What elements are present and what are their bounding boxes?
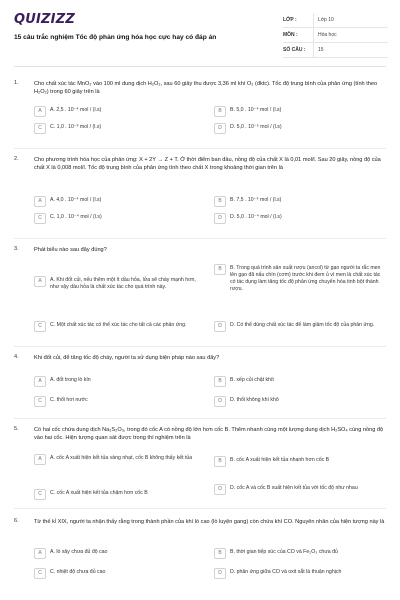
option-d[interactable] — [214, 213, 386, 224]
option-b[interactable] — [214, 376, 386, 387]
option-text: A. lò xây chưa đủ độ cao — [50, 549, 108, 555]
question-divider — [14, 238, 386, 239]
option-c[interactable] — [34, 396, 206, 407]
option-letter: C — [34, 213, 46, 224]
option-text: B. 7,5 . 10⁻⁴ mol / (l.s) — [230, 197, 282, 203]
option-letter: C — [34, 123, 46, 134]
option-b[interactable] — [214, 106, 386, 117]
option-letter: C — [34, 568, 46, 579]
question-number: 4. — [14, 354, 19, 360]
meta-value: 15 — [313, 43, 388, 57]
option-letter: D — [214, 484, 226, 495]
option-text: C. 1,0 . 10⁻⁴ mol / (l.s) — [50, 214, 102, 220]
meta-row-count — [283, 43, 388, 58]
option-text: B. cốc A xuất hiện kết tủa nhanh hơn cốc B — [230, 457, 330, 463]
option-letter: A — [34, 548, 46, 559]
meta-row-class — [283, 13, 388, 28]
option-letter: A — [34, 454, 46, 465]
meta-value: Hóa học — [313, 28, 388, 42]
worksheet-meta — [283, 13, 388, 58]
option-text: D. thổi không khí khô — [230, 397, 279, 403]
option-text: C. cốc A xuất hiện kết tủa chậm hơn cốc B — [50, 490, 148, 496]
option-d[interactable] — [214, 321, 386, 332]
question-text: Khi đốt củi, để tăng tốc độ cháy, người ta sử dụng biện pháp nào sau đây? — [34, 355, 220, 361]
option-c[interactable] — [34, 123, 206, 134]
option-letter: D — [214, 213, 226, 224]
option-a[interactable] — [34, 106, 206, 117]
option-c[interactable] — [34, 213, 206, 224]
option-d[interactable] — [214, 484, 386, 495]
option-b[interactable] — [214, 548, 386, 559]
option-text: D. 5,0 . 10⁻⁴ mol / (l.s) — [230, 214, 282, 220]
question-number: 6. — [14, 518, 19, 524]
option-d[interactable] — [214, 396, 386, 407]
option-c[interactable] — [34, 568, 206, 579]
option-text: B. thời gian tiếp xúc của CO và Fe₂O₃ chưa đủ — [230, 549, 338, 555]
option-c[interactable] — [34, 489, 206, 500]
worksheet-title: 15 câu trắc nghiệm Tốc độ phản ứng hóa học cực hay có đáp án — [14, 34, 217, 41]
option-a[interactable] — [34, 196, 206, 207]
option-letter: D — [214, 396, 226, 407]
question-text: Cho phương trình hóa học của phản ứng: X + 2Y → Z + T. Ở thời điểm ban đầu, nồng độ của chất X là 0,01 mol/l. Sau 20 giây, nồng độ của chất X là 0,008 mol/l. Tốc độ trung bình của phản ứng tính theo chất X trong khoảng thời gian trên là — [34, 157, 381, 171]
option-text: B. 5,0 . 10⁻⁴ mol / (l.s) — [230, 107, 282, 113]
option-text: B. Trong quá trình sản xuất rượu (ancol) từ gạo người ta rắc men lên gạo đã nấu chín (cơm) trước khi đem ủ vì men là chất xúc tác có tác dụng làm tăng tốc độ phản ứng chuyển hóa tinh bột thành rượu. — [230, 265, 381, 292]
question-text: Có hai cốc chứa dung dịch Na₂S₂O₃, trong đó cốc A có nồng độ lớn hơn cốc B. Thêm nhanh cùng một lượng dung dịch H₂SO₄ cùng nồng độ vào hai cốc. Hiện tượng quan sát được trong thí nghiệm trên là — [34, 427, 384, 441]
option-letter: D — [214, 321, 226, 332]
option-text: D. Có thể dùng chất xúc tác để làm giảm tốc độ của phản ứng. — [230, 322, 375, 328]
option-letter: C — [34, 321, 46, 332]
option-text: A. đốt trong lò kín — [50, 377, 91, 383]
meta-key: MÔN : — [283, 32, 298, 38]
option-text: D. 5,0 . 10⁻⁵ mol / (l.s) — [230, 124, 282, 130]
question-1 — [14, 80, 386, 131]
question-6 — [14, 518, 386, 576]
question-4 — [14, 354, 386, 404]
option-c[interactable] — [34, 321, 206, 332]
question-3 — [14, 246, 386, 329]
option-a[interactable] — [34, 548, 206, 559]
meta-key: LỚP : — [283, 17, 297, 23]
option-text: C. thổi hơi nước — [50, 397, 88, 403]
option-b[interactable] — [214, 456, 386, 467]
option-text: A. Khi đốt củi, nếu thêm một ít dầu hỏa, lửa sẽ cháy mạnh hơn, như vậy dầu hỏa là chất xúc tác cho quá trình này. — [50, 277, 196, 290]
option-letter: B — [214, 106, 226, 117]
option-text: A. 2,5 . 10⁻⁴ mol / (l.s) — [50, 107, 102, 113]
question-divider — [14, 346, 386, 347]
option-text: C. 1,0 . 10⁻³ mol / (l.s) — [50, 124, 102, 130]
question-2 — [14, 156, 386, 221]
option-letter: A — [34, 106, 46, 117]
option-text: C. Một chất xúc tác có thể xúc tác cho tất cả các phản ứng. — [50, 322, 187, 328]
question-divider — [14, 148, 386, 149]
option-text: B. xếp củi chặt khít — [230, 377, 274, 383]
question-text: Phát biểu nào sau đây đúng? — [34, 247, 107, 253]
meta-key: SỐ CÂU : — [283, 47, 306, 53]
option-text: D. phản ứng giữa CO và oxit sắt là thuận nghịch — [230, 569, 342, 575]
question-5 — [14, 426, 386, 497]
option-text: A. cốc A xuất hiện kết tủa vàng nhạt, cốc B không thấy kết tủa — [50, 455, 193, 461]
meta-row-subject — [283, 28, 388, 43]
question-number: 5. — [14, 426, 19, 432]
meta-value: Lớp 10 — [313, 13, 388, 27]
option-letter: B — [214, 456, 226, 467]
option-a[interactable] — [34, 376, 206, 387]
option-letter: C — [34, 489, 46, 500]
option-b[interactable] — [214, 264, 386, 293]
option-b[interactable] — [214, 196, 386, 207]
question-number: 2. — [14, 156, 19, 162]
question-number: 1. — [14, 80, 19, 86]
option-letter: B — [214, 376, 226, 387]
header-divider — [14, 66, 386, 67]
question-text: Cho chất xúc tác MnO₂ vào 100 ml dung dịch H₂O₂, sau 60 giây thu được 3,36 ml khí O₂ (đktc). Tốc độ trung bình của phản ứng (tính theo H₂O₂) trong 60 giây trên là — [34, 81, 378, 95]
option-text: A. 4,0 . 10⁻⁴ mol / (l.s) — [50, 197, 102, 203]
question-text: Từ thế kỉ XIX, người ta nhận thấy rằng trong thành phần của khí lò cao (lò luyện gang) còn chứa khí CO. Nguyên nhân của hiện tượng này là — [34, 519, 385, 525]
option-text: C. nhiệt độ chưa đủ cao — [50, 569, 106, 575]
option-letter: B — [214, 196, 226, 207]
option-a[interactable] — [34, 276, 206, 291]
option-letter: C — [34, 396, 46, 407]
option-text: D. cốc A và cốc B xuất hiện kết tủa với tốc độ như nhau — [230, 485, 358, 491]
option-letter: A — [34, 196, 46, 207]
quizizz-logo[interactable]: QUIZIZZ — [14, 12, 75, 27]
option-letter: B — [214, 264, 226, 275]
option-letter: A — [34, 376, 46, 387]
option-letter: D — [214, 568, 226, 579]
option-letter: D — [214, 123, 226, 134]
option-letter: B — [214, 548, 226, 559]
question-divider — [14, 508, 386, 509]
option-letter: A — [34, 276, 46, 287]
option-d[interactable] — [214, 123, 386, 134]
option-a[interactable] — [34, 454, 206, 465]
option-d[interactable] — [214, 568, 386, 579]
question-divider — [14, 418, 386, 419]
question-number: 3. — [14, 246, 19, 252]
